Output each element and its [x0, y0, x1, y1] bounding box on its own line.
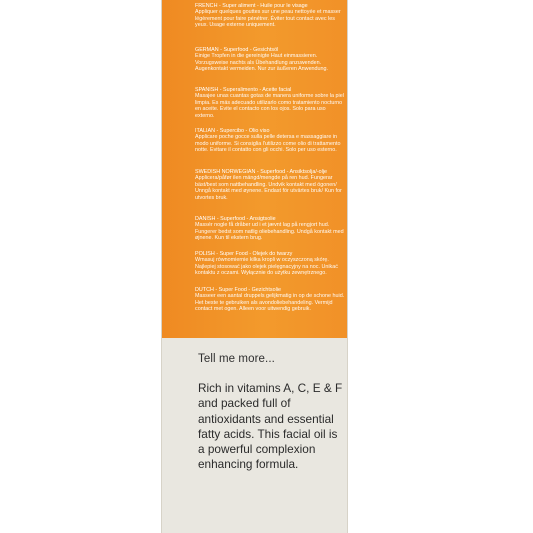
- lang-heading: DANISH - Superfood - Ansigtsolie: [195, 216, 276, 222]
- lang-block-spanish: [195, 87, 345, 119]
- lang-block-italian: [195, 128, 345, 154]
- lang-heading: DUTCH - Super Food - Gezichtsolie: [195, 287, 281, 293]
- lang-heading: SPANISH - Superalimento - Aceite facial: [195, 87, 292, 93]
- lang-block-swedish-norwegian: [195, 169, 345, 201]
- lang-block-french: [195, 3, 345, 29]
- teaser-heading: Tell me more...: [198, 353, 275, 365]
- lang-heading: ITALIAN - Supercibo - Olio viso: [195, 128, 270, 134]
- lang-text: Applicare poche gocce sulla pelle detersa e massaggiare in modo uniforme. Si consiglia l'utilizzo come olio di trattamento notte. Evitare il contatto con gli occhi. Solo per uso esterno.: [195, 134, 341, 154]
- lang-heading: FRENCH - Super aliment - Huile pour le visage: [195, 3, 308, 9]
- lang-heading: GERMAN - Superfood - Gesichtsöl: [195, 47, 279, 53]
- lang-heading: POLISH - Super Food - Olejek do twarzy: [195, 251, 293, 257]
- lang-text: Einige Tropfen in die gereinigte Haut einmassieren. Vorzugsweise nachts als Übehandlung anzuwenden. Augenkontakt vermeiden. Nur zur äußeren Anwendung.: [195, 53, 329, 73]
- lang-text: Masajee unas cuantas gotas de manera uniforme sobre la piel limpia. Es más adecuado utilizarlo como tratamiento nocturno en aceite. Evite el contacto con los ojos. Solo para uso externo.: [195, 93, 344, 119]
- lang-text: Massér nogle få dråber ud i et jævnt lag på rengjort hud. Fungerer bedst som natlig oliebehandling. Undgå kontakt med øjnene. Kun til ekstern brug.: [195, 222, 344, 242]
- lang-heading: SWEDISH NORWEGIAN - Superfood - Ansiktsolja/-olje: [195, 169, 328, 175]
- lang-text: Appliquer quelques gouttes sur une peau nettoyée et masser légèrement pour faire pénétrer. Éviter tout contact avec les yeux. Usage externe uniquement.: [195, 9, 341, 29]
- product-description: Rich in vitamins A, C, E & F and packed full of antioxidants and essential fatty acids. This facial oil is a powerful complexion enhancing formula.: [198, 381, 343, 472]
- product-box-side: [162, 0, 347, 533]
- lang-block-dutch: [195, 287, 345, 313]
- lang-text: Masseer een aantal druppels gelijkmatig in op de schone huid. Het beste te gebruiken als avondoliebehandeling. Vermijd contact met ogen. Alleen voor uitwendig gebruik.: [195, 293, 345, 313]
- lang-block-polish: [195, 251, 345, 277]
- lang-block-german: [195, 47, 345, 73]
- lang-block-danish: [195, 216, 345, 242]
- multilingual-instructions-panel: [162, 0, 347, 338]
- lang-text: Wmasuj równomiernie kilka kropli w oczyszczoną skórę. Najlepiej stosować jako olejek pielęgnacyjny na noc. Unikać kontaktu z oczami. Wyłącznie do użytku zewnętrznego.: [195, 257, 338, 277]
- lang-text: Applicera/påfør ilen mängd/mengde på ren hud. Fungerar bäst/best som nattbehandling. Undvik kontakt med ögonen/ Unngå kontakt med øynene. Endast för utvärtes bruk/ Kun for utvortes bruk.: [195, 175, 342, 201]
